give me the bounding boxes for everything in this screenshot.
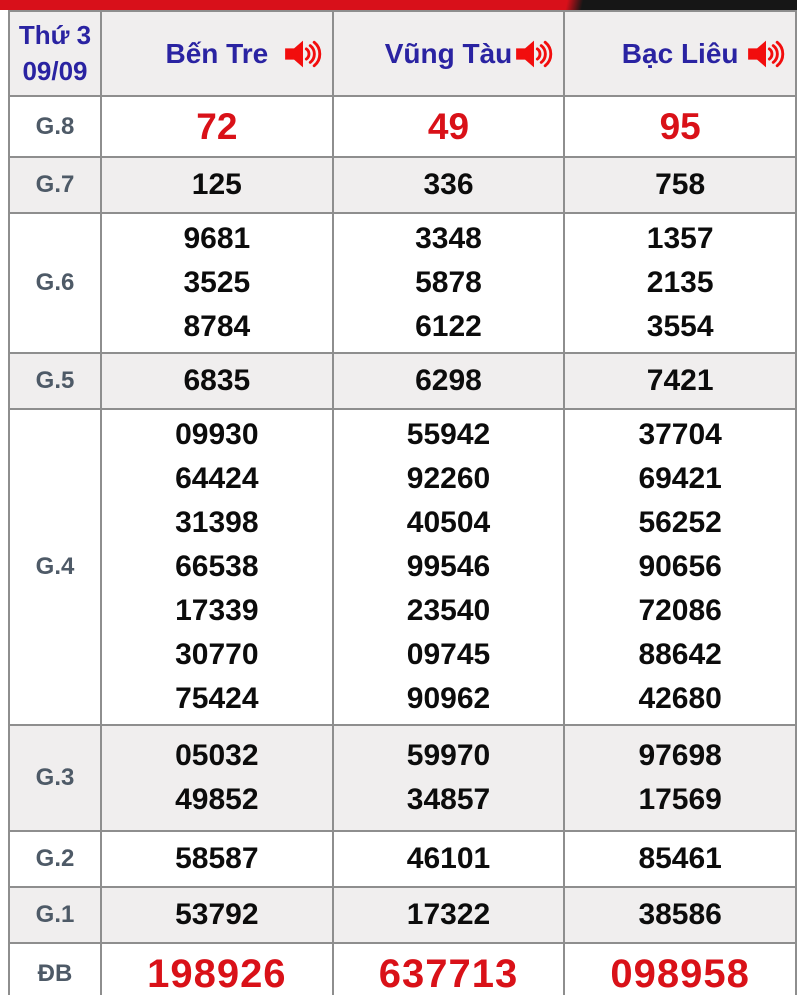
prize-numbers-cell (101, 213, 333, 353)
prize-number: 31398 (175, 506, 259, 539)
prize-row-g2 (9, 831, 796, 887)
prize-number: 66538 (175, 550, 259, 583)
prize-number: 7421 (646, 364, 714, 397)
prize-numbers-cell (564, 353, 796, 409)
prize-row-g1 (9, 887, 796, 943)
prize-number: 17339 (175, 594, 259, 627)
prize-numbers-cell (101, 831, 333, 887)
draw-date-cell (9, 11, 101, 96)
banner-bottom-strip (0, 0, 797, 10)
prize-numbers-cell (333, 831, 565, 887)
province-header-ben-tre[interactable] (101, 11, 333, 96)
province-header-bac-lieu[interactable] (564, 11, 796, 96)
prize-number: 34857 (406, 783, 491, 816)
prize-numbers-cell (564, 831, 796, 887)
prize-number: 637713 (378, 951, 519, 995)
prize-numbers-cell (101, 96, 333, 157)
prize-label: G.8 (9, 96, 101, 157)
prize-number: 336 (423, 168, 474, 201)
prize-label: G.1 (9, 887, 101, 943)
prize-numbers-cell (333, 943, 565, 995)
prize-number: 6835 (183, 364, 251, 397)
prize-number: 55942 (406, 418, 491, 451)
prize-numbers-cell (333, 157, 565, 213)
prize-number: 72086 (638, 594, 722, 627)
prize-number: 3348 (415, 222, 482, 255)
prize-numbers-cell (101, 725, 333, 831)
prize-number: 75424 (175, 682, 259, 715)
prize-number: 90656 (638, 550, 722, 583)
prize-numbers-cell (333, 353, 565, 409)
prize-row-db (9, 943, 796, 995)
prize-number: 17322 (406, 898, 491, 931)
prize-row-g4 (9, 409, 796, 725)
weekday-label: Thứ 3 (18, 20, 92, 51)
prize-label: G.7 (9, 157, 101, 213)
province-name: Vũng Tàu (384, 37, 513, 69)
prize-number: 37704 (638, 418, 722, 451)
province-name: Bến Tre (165, 37, 269, 69)
prize-number: 098958 (610, 951, 750, 995)
results-body (9, 96, 796, 995)
prize-numbers-cell (333, 887, 565, 943)
prize-number: 97698 (638, 739, 722, 772)
prize-number: 3525 (183, 266, 251, 299)
prize-numbers-cell (564, 943, 796, 995)
prize-numbers-cell (101, 943, 333, 995)
prize-number: 8784 (183, 310, 251, 343)
prize-number: 69421 (638, 462, 722, 495)
speaker-icon[interactable] (515, 39, 553, 69)
prize-number: 88642 (638, 638, 722, 671)
prize-numbers-cell (333, 96, 565, 157)
prize-number: 38586 (638, 898, 722, 931)
prize-number: 92260 (406, 462, 491, 495)
prize-numbers-cell (101, 353, 333, 409)
prize-number: 99546 (406, 550, 491, 583)
speaker-icon[interactable] (284, 39, 322, 69)
speaker-icon[interactable] (747, 39, 785, 69)
prize-number: 2135 (646, 266, 714, 299)
prize-number: 49 (427, 105, 470, 147)
prize-label: G.6 (9, 213, 101, 353)
prize-number: 46101 (406, 842, 491, 875)
prize-number: 198926 (147, 951, 287, 995)
prize-numbers-cell (101, 887, 333, 943)
prize-numbers-cell (333, 409, 565, 725)
prize-row-g8 (9, 96, 796, 157)
prize-number: 6122 (415, 310, 482, 343)
prize-number: 49852 (175, 783, 259, 816)
prize-row-g7 (9, 157, 796, 213)
prize-number: 95 (659, 105, 701, 147)
prize-label: G.2 (9, 831, 101, 887)
prize-number: 56252 (638, 506, 722, 539)
prize-numbers-cell (333, 213, 565, 353)
prize-number: 5878 (415, 266, 482, 299)
prize-numbers-cell (101, 409, 333, 725)
prize-number: 3554 (646, 310, 714, 343)
prize-number: 09745 (406, 638, 491, 671)
prize-number: 42680 (638, 682, 722, 715)
prize-numbers-cell (564, 887, 796, 943)
prize-numbers-cell (564, 213, 796, 353)
prize-number: 9681 (183, 222, 251, 255)
prize-number: 90962 (406, 682, 491, 715)
prize-number: 30770 (175, 638, 259, 671)
prize-row-g6 (9, 213, 796, 353)
prize-label: G.5 (9, 353, 101, 409)
header-row (9, 11, 796, 96)
prize-number: 05032 (175, 739, 259, 772)
prize-numbers-cell (101, 157, 333, 213)
prize-number: 72 (196, 105, 238, 147)
lottery-results-table (8, 10, 797, 995)
prize-label: G.3 (9, 725, 101, 831)
prize-number: 58587 (175, 842, 259, 875)
province-header-vung-tau[interactable] (333, 11, 565, 96)
prize-number: 1357 (646, 222, 714, 255)
prize-number: 59970 (406, 739, 491, 772)
prize-numbers-cell (564, 96, 796, 157)
prize-label: G.4 (9, 409, 101, 725)
prize-number: 6298 (415, 364, 482, 397)
prize-label: ĐB (9, 943, 101, 995)
prize-number: 17569 (638, 783, 722, 816)
prize-number: 85461 (638, 842, 722, 875)
prize-number: 64424 (175, 462, 259, 495)
prize-number: 758 (655, 168, 706, 201)
prize-numbers-cell (564, 725, 796, 831)
prize-row-g3 (9, 725, 796, 831)
prize-numbers-cell (564, 157, 796, 213)
prize-row-g5 (9, 353, 796, 409)
province-name: Bạc Liêu (621, 37, 739, 69)
prize-number: 53792 (175, 898, 259, 931)
prize-number: 09930 (175, 418, 259, 451)
date-label: 09/09 (22, 55, 88, 86)
prize-numbers-cell (564, 409, 796, 725)
prize-numbers-cell (333, 725, 565, 831)
prize-number: 125 (191, 168, 242, 201)
prize-number: 23540 (406, 594, 491, 627)
prize-number: 40504 (406, 506, 491, 539)
